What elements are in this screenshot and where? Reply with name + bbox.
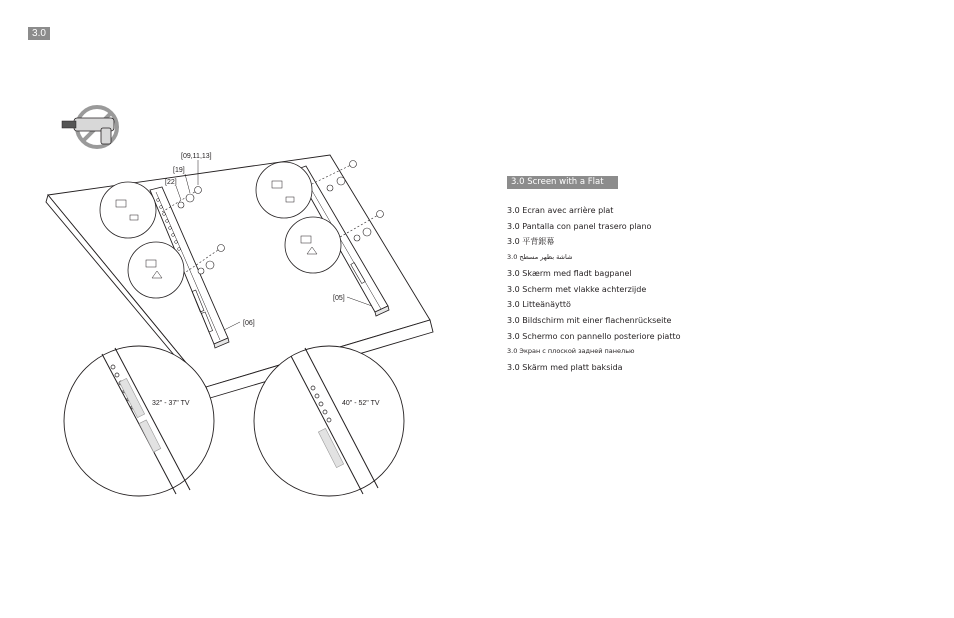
instruction-text-block [507,176,807,376]
instruction-line-ru: 3.0 Экран с плоской задней панелью [507,347,635,356]
detail-circle-small-tv [64,346,214,496]
instruction-line-nl: 3.0 Scherm met vlakke achterzijde [507,284,647,294]
instruction-line-sv: 3.0 Skärm med platt baksida [507,363,623,373]
instruction-line-fi: 3.0 Litteänäyttö [507,300,571,310]
callout-bolts: [09,11,13] [181,153,212,160]
callout-washer: [19] [173,167,185,174]
instruction-title: 3.0 Screen with a Flat Back [507,176,618,189]
instruction-line-de: 3.0 Bildschirm mit einer flachenrückseite [507,315,672,325]
instruction-line-fr: 3.0 Ecran avec arrière plat [507,206,614,215]
callout-bracket-left: [06] [243,320,255,327]
step-number-badge: 3.0 [28,27,50,40]
tv-size-label-large: 40" - 52" TV [342,400,380,407]
instruction-line-ar: 3.0 شاشة بظهر مسطح [507,253,573,262]
no-power-drill-icon [62,107,117,147]
detail-circle-large-tv [254,346,404,496]
tv-size-label-small: 32" - 37" TV [152,400,190,407]
instruction-line-da: 3.0 Skærm med fladt bagpanel [507,268,632,278]
callout-bracket-right: [05] [333,295,345,302]
instruction-line-zh: 3.0 平背銀幕 [507,237,555,247]
instruction-line-es: 3.0 Pantalla con panel trasero plano [507,221,652,231]
callout-spacer: [22] [165,179,177,186]
instruction-line-it: 3.0 Schermo con pannello posteriore piatto [507,331,681,341]
